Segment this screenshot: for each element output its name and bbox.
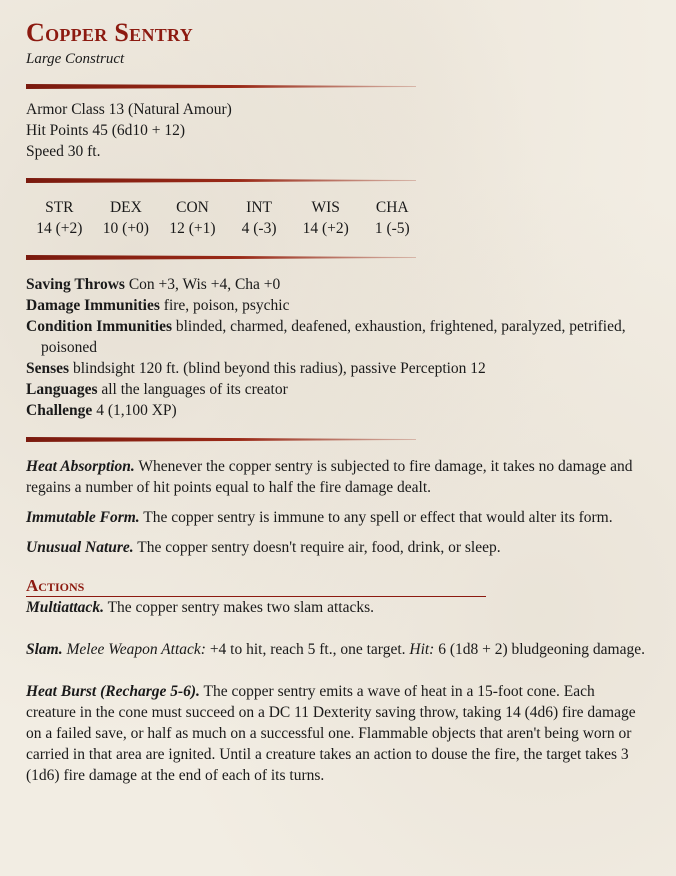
action-text: The copper sentry makes two slam attacks. <box>107 599 374 616</box>
challenge-value: 4 (1,100 XP) <box>96 402 177 419</box>
action-heat-burst <box>26 681 646 786</box>
damage-immunities-value: fire, poison, psychic <box>163 297 290 314</box>
saving-throws-line <box>26 274 646 295</box>
ability-dex <box>93 197 160 239</box>
senses-value: blindsight 120 ft. (blind beyond this radius), passive Perception 12 <box>72 360 486 377</box>
basic-stats <box>26 99 646 162</box>
ability-score: 4 (-3) <box>241 220 277 237</box>
hit-points-label: Hit Points <box>26 122 89 139</box>
section-divider <box>26 255 416 260</box>
ability-int <box>226 197 293 239</box>
action-slam <box>26 639 646 660</box>
condition-immunities-line <box>26 316 646 358</box>
hit-points-value: 45 (6d10 + 12) <box>92 122 186 139</box>
armor-class-value: 13 (Natural Amour) <box>108 101 232 118</box>
monster-name: Copper Sentry <box>26 18 194 47</box>
languages-value: all the languages of its creator <box>101 381 288 398</box>
stat-block <box>26 18 646 786</box>
senses-line <box>26 358 646 379</box>
ability-score: 10 (+0) <box>102 220 149 237</box>
ability-name: CHA <box>375 199 409 216</box>
section-divider <box>26 437 416 442</box>
monster-type: Large Construct <box>26 51 125 67</box>
ability-name: INT <box>246 199 272 216</box>
ability-wis <box>292 197 359 239</box>
saving-throws-label: Saving Throws <box>26 276 125 293</box>
trait-text: Whenever the copper sentry is subjected to fire damage, it takes no damage and regains a number of hit points equal to half the fire damage dealt. <box>26 458 633 496</box>
action-name: Heat Burst (Recharge 5-6). <box>26 683 200 700</box>
section-divider <box>26 84 416 89</box>
section-divider <box>26 178 416 183</box>
action-multiattack <box>26 597 646 618</box>
hit-label: Hit: <box>409 641 435 658</box>
action-text: The copper sentry emits a wave of heat in a 15-foot cone. Each creature in the cone must succeed on a DC 11 Dexterity saving throw, taking 14 (4d6) fire damage on a failed save, or half as much on a successful one. Flammable objects that aren't being worn or carried in that area are ignited. Until a creature takes an action to douse the fire, the target takes 3 (1d6) fire damage at the end of each of its turns. <box>26 683 636 784</box>
ability-scores <box>26 197 426 239</box>
attack-type: Melee Weapon Attack: <box>66 641 206 658</box>
senses-label: Senses <box>26 360 70 377</box>
hit-text: 6 (1d8 + 2) bludgeoning damage. <box>438 641 645 658</box>
ability-name: CON <box>176 199 209 216</box>
damage-immunities-label: Damage Immunities <box>26 297 160 314</box>
ability-score: 14 (+2) <box>36 220 83 237</box>
trait-heat-absorption <box>26 456 646 498</box>
ability-name: WIS <box>311 199 340 216</box>
trait-text: The copper sentry is immune to any spell or effect that would alter its form. <box>143 509 613 526</box>
armor-class-label: Armor Class <box>26 101 105 118</box>
trait-name: Unusual Nature. <box>26 539 134 556</box>
hit-points-line <box>26 120 646 141</box>
ability-name: STR <box>45 199 74 216</box>
action-name: Multiattack. <box>26 599 104 616</box>
languages-line <box>26 379 646 400</box>
attack-text: +4 to hit, reach 5 ft., one target. <box>209 641 406 658</box>
condition-immunities-value: blinded, charmed, deafened, exhaustion, frightened, paralyzed, petrified, poisoned <box>41 318 626 356</box>
speed-value: 30 ft. <box>67 143 101 160</box>
languages-label: Languages <box>26 381 98 398</box>
speed-label: Speed <box>26 143 64 160</box>
actions <box>26 597 646 786</box>
ability-con <box>159 197 226 239</box>
actions-header: Actions <box>26 576 486 597</box>
damage-immunities-line <box>26 295 646 316</box>
challenge-label: Challenge <box>26 402 93 419</box>
condition-immunities-label: Condition Immunities <box>26 318 172 335</box>
trait-name: Immutable Form. <box>26 509 140 526</box>
trait-unusual-nature <box>26 537 646 558</box>
speed-line <box>26 141 646 162</box>
ability-cha <box>359 197 426 239</box>
challenge-line <box>26 400 646 421</box>
trait-name: Heat Absorption. <box>26 458 135 475</box>
ability-name: DEX <box>109 199 142 216</box>
trait-immutable-form <box>26 507 646 528</box>
saving-throws-value: Con +3, Wis +4, Cha +0 <box>128 276 281 293</box>
ability-score: 14 (+2) <box>302 220 349 237</box>
traits <box>26 456 646 558</box>
ability-score: 1 (-5) <box>374 220 410 237</box>
action-name: Slam. <box>26 641 63 658</box>
armor-class-line <box>26 99 646 120</box>
ability-str <box>26 197 93 239</box>
trait-text: The copper sentry doesn't require air, food, drink, or sleep. <box>137 539 501 556</box>
properties <box>26 274 646 421</box>
ability-score: 12 (+1) <box>169 220 216 237</box>
